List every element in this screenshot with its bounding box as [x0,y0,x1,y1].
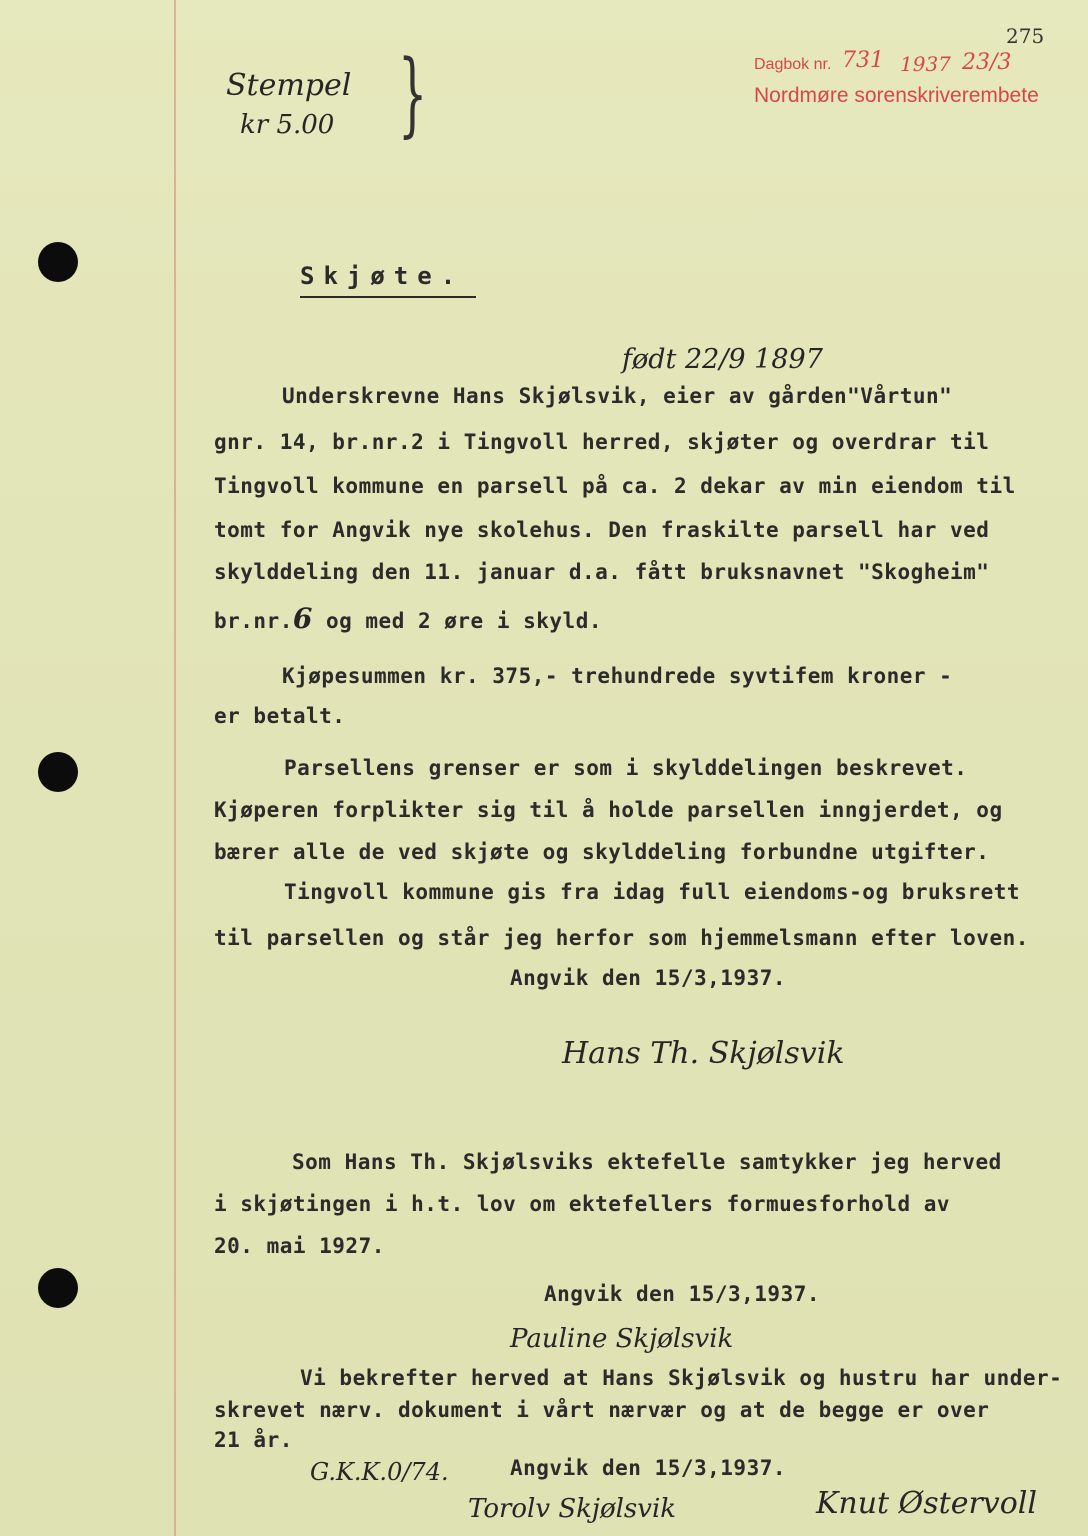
text-line: Som Hans Th. Skjølsviks ektefelle samtykker jeg herved [292,1150,1002,1174]
text-line: Kjøperen forplikter sig til å holde parsellen inngjerdet, og [214,798,1003,822]
witness-note: G.K.K.0/74. [310,1458,449,1486]
text-line: til parsellen og står jeg herfor som hjemmelsmann efter loven. [214,926,1029,950]
text-line: Parsellens grenser er som i skylddelingen beskrevet. [284,756,968,780]
brace-mark: } [398,40,428,147]
margin-note-stempel: Stempel [226,68,352,103]
place-date: Angvik den 15/3,1937. [510,1456,787,1480]
punch-hole [38,1268,78,1308]
text-fragment: og med 2 øre i skyld. [312,609,602,633]
signature-knut: Knut Østervoll [816,1486,1037,1521]
title-underline [300,296,476,298]
document-title: Skjøte. [300,262,465,290]
punch-hole [38,752,78,792]
dagbok-date: 23/3 [962,50,1012,75]
text-line: gnr. 14, br.nr.2 i Tingvoll herred, skjøter og overdrar til [214,430,990,454]
text-line: 21 år. [214,1428,293,1452]
text-line: Kjøpesummen kr. 375,- trehundrede syvtifem kroner - [282,664,953,688]
handwritten-number: 6 [292,602,313,635]
signature-pauline: Pauline Skjølsvik [510,1324,734,1354]
text-line: er betalt. [214,704,346,728]
text-line: tomt for Angvik nye skolehus. Den fraskilte parsell har ved [214,518,990,542]
text-line: Tingvoll kommune gis fra idag full eiendoms-og bruksrett [284,880,1021,904]
inserted-birth-date: født 22/9 1897 [622,344,823,375]
dagbok-year: 1937 [900,52,951,76]
text-line: i skjøtingen i h.t. lov om ektefellers formuesforhold av [214,1192,951,1216]
margin-rule [174,0,176,1536]
signature-torolv: Torolv Skjølsvik [468,1494,677,1524]
page-number: 275 [1006,24,1045,48]
text-fragment: br.nr. [214,609,293,633]
text-line: bærer alle de ved skjøte og skylddeling forbundne utgifter. [214,840,990,864]
text-line: skylddeling den 11. januar d.a. fått bruksnavnet "Skogheim" [214,560,990,584]
text-line: Tingvoll kommune en parsell på ca. 2 dekar av min eiendom til [214,474,1016,498]
signature-hans: Hans Th. Skjølsvik [562,1036,845,1071]
margin-note-amount: kr 5.00 [240,110,335,140]
dagbok-number: 731 [842,48,884,73]
dagbok-label: Dagbok nr. [754,56,832,73]
punch-hole [38,242,78,282]
office-stamp: Nordmøre sorenskriverembete [754,84,1039,107]
place-date: Angvik den 15/3,1937. [510,966,787,990]
place-date: Angvik den 15/3,1937. [544,1282,821,1306]
text-line: Vi bekrefter herved at Hans Skjølsvik og hustru har under- [300,1366,1063,1390]
text-line [214,602,602,635]
text-line: Underskrevne Hans Skjølsvik, eier av gården"Vårtun" [282,384,953,408]
text-line: 20. mai 1927. [214,1234,385,1258]
text-line: skrevet nærv. dokument i vårt nærvær og at de begge er over [214,1398,990,1422]
